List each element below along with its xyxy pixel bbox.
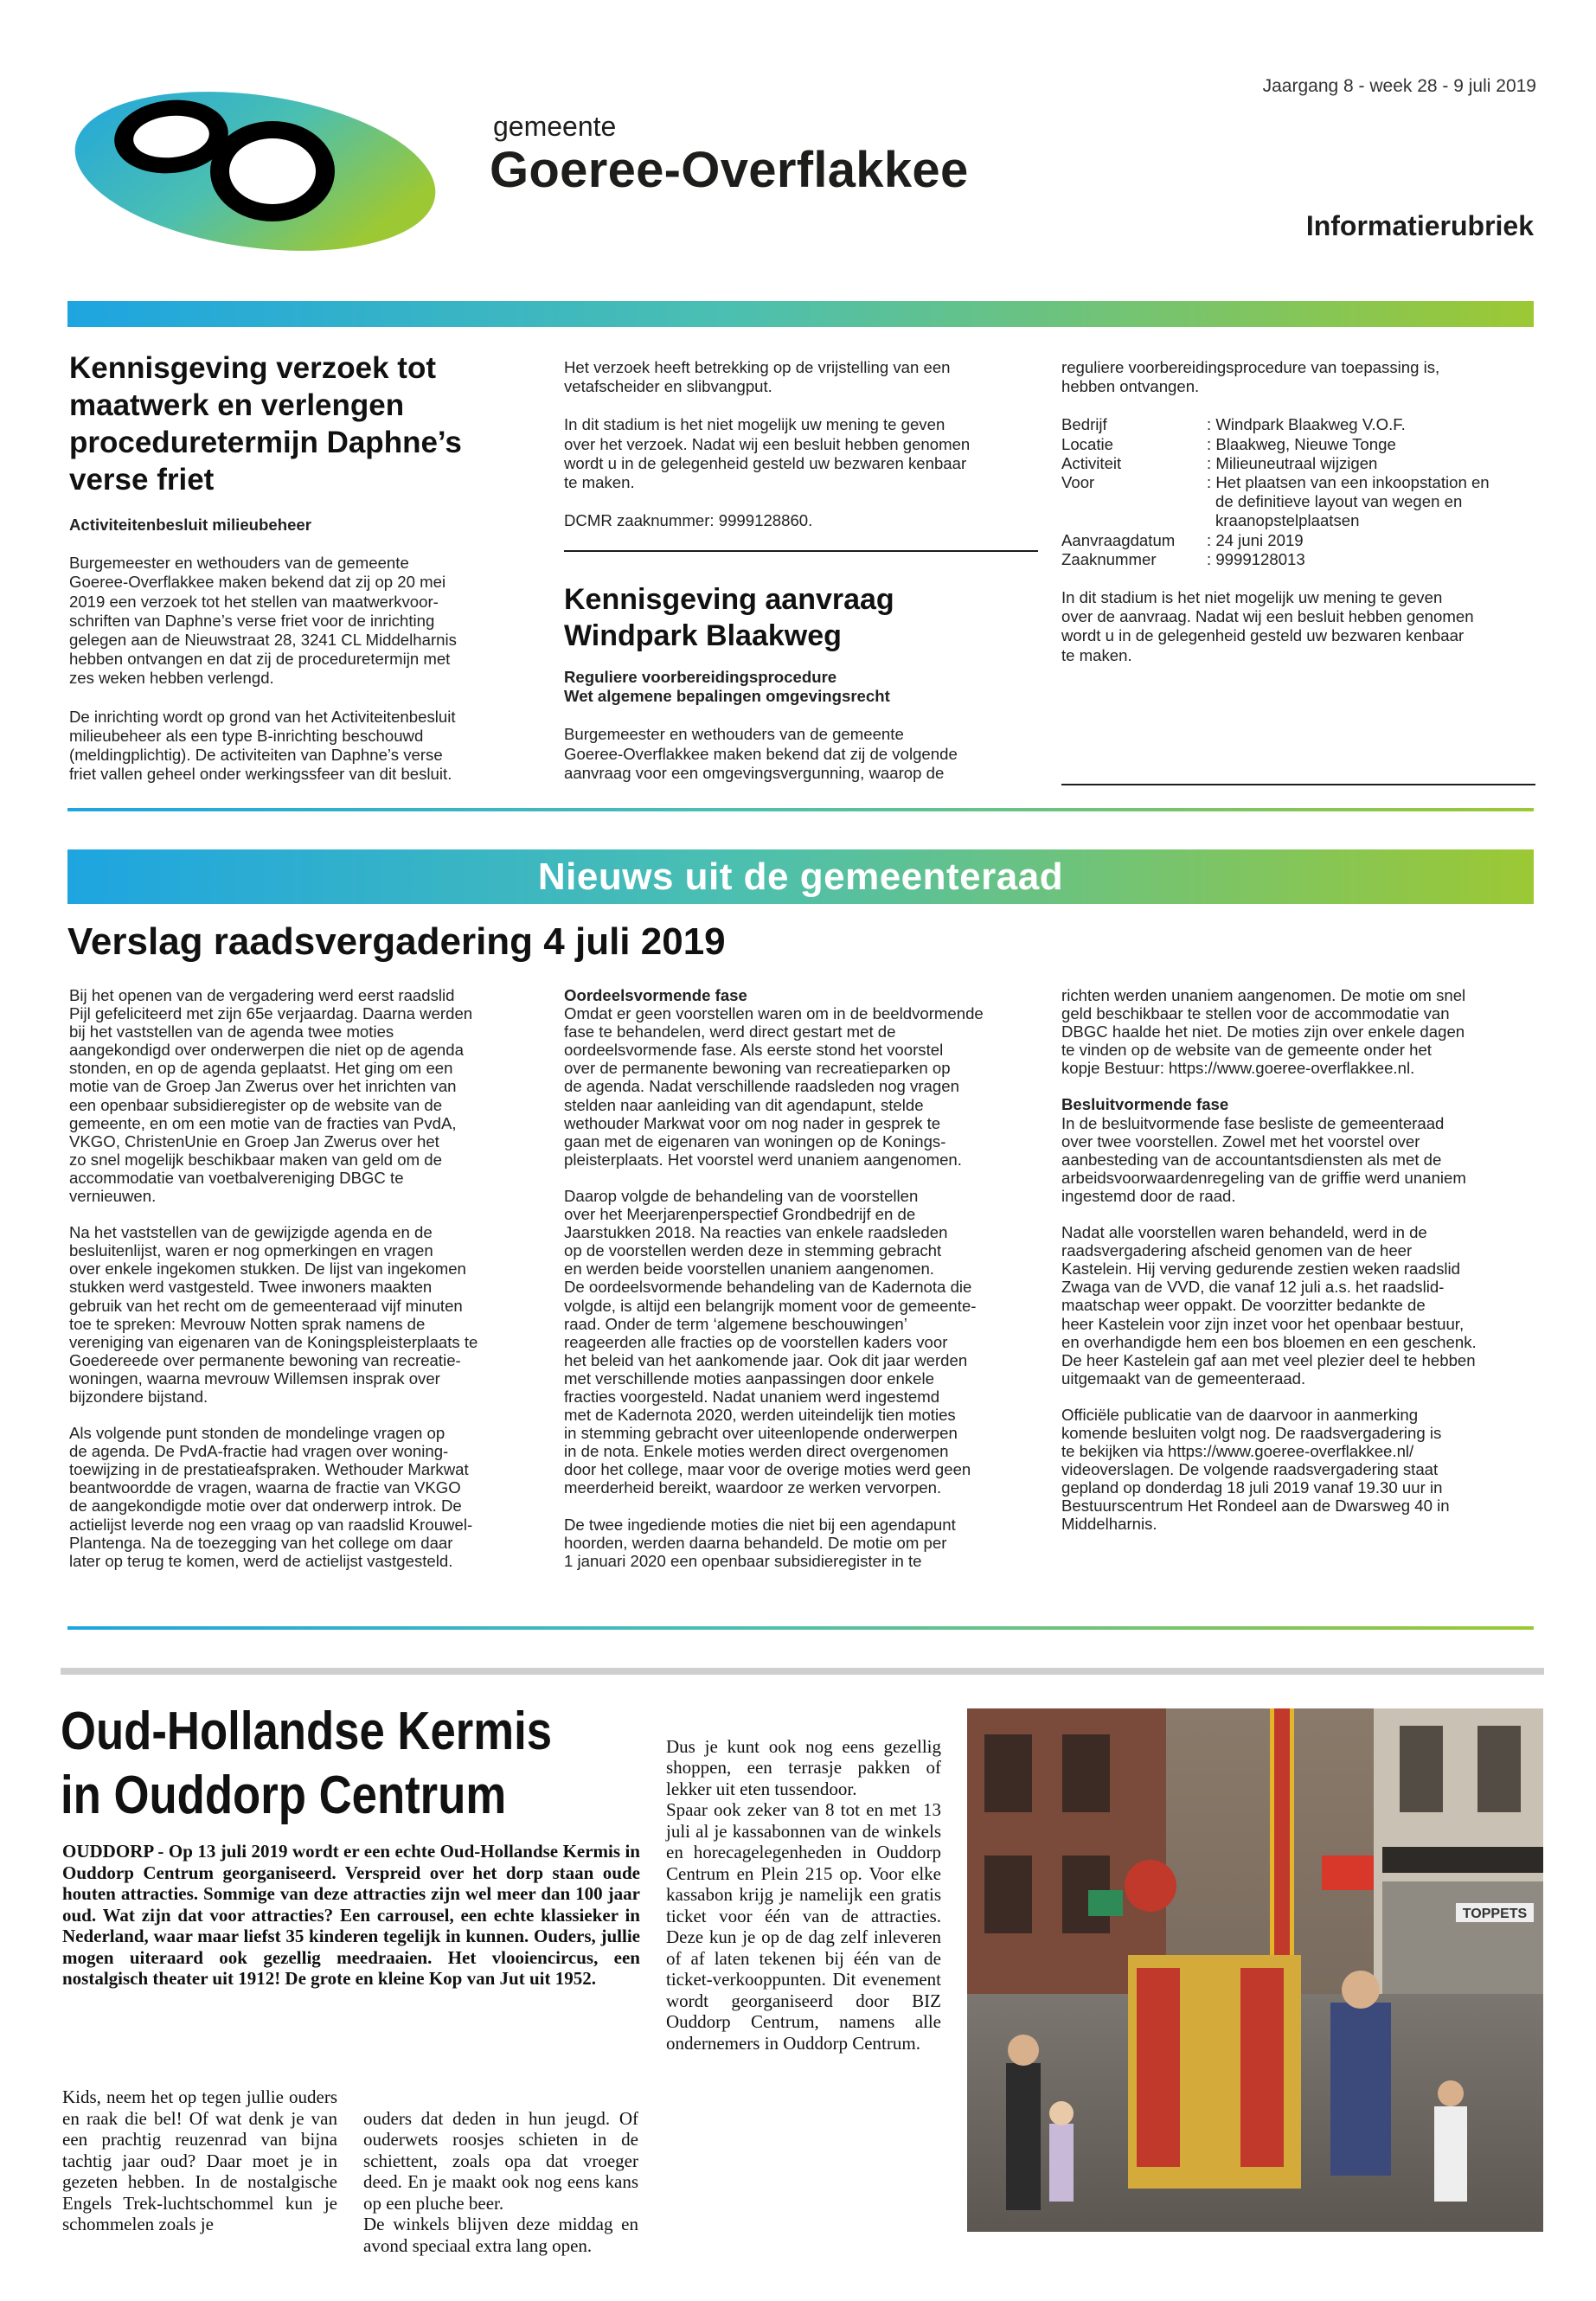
council-column-3 [1061, 986, 1542, 1552]
paragraph: Officiële publicatie van de daarvoor in aanmerking komende besluiten volgt nog. De raadsvergadering is te bekijken via https://www.goeree-overflakkee.nl/ videoverslagen. De volgende raadsvergadering staat gepland op donderdag 18 juli 2019 vanaf 19.30 uur in Bestuurscentrum Het Rondeel aan de Dwarsweg 40 in Middelharnis. [1061, 1405, 1450, 1534]
header-gradient-bar [67, 301, 1534, 327]
paragraph: Bij het openen van de vergadering werd eerst raadslid Pijl gefeliciteerd met zijn 65e verjaardag. Daarna werden bij het vaststellen van de agenda twee moties aangekondigd over onderwerpen die niet op de agenda stonden, en op de agenda geplaatst. Het ging om een motie van de Groep Jan Zwerus over het inrichten van een openbaar subsidieregister op de website van de gemeente, en om een motie van de fracties van PvdA, VKGO, ChristenUnie en Groep Jan Zwerus over het zo snel mogelijk beschikbaar maken van geld om de accommodatie van voetbalvereniging DBGC te vernieuwen. [69, 986, 473, 1206]
brand-title: Goeree-Overflakkee [490, 142, 969, 198]
detail-value: : Het plaatsen van een inkoopstation en de definitieve layout van wegen en kraanopstelplaatsen [1207, 473, 1490, 530]
notice-daphne-title: Kennisgeving verzoek tot maatwerk en verlengen proceduretermijn Daphne’s verse friet [69, 351, 462, 497]
notice-windpark [564, 581, 1044, 802]
divider [564, 550, 1038, 552]
paragraph: In dit stadium is het niet mogelijk uw mening te geven over het verzoek. Nadat wij een besluit hebben genomen wordt u in de gelegenheid gesteld uw bezwaren kenbaar te maken. [564, 415, 971, 492]
municipality-logo [69, 76, 450, 258]
detail-label: Bedrijf [1061, 415, 1107, 434]
advertorial-separator [61, 1668, 1544, 1675]
paragraph: Daarop volgde de behandeling van de voorstellen over het Meerjarenperspectief Grondbedrijf en de Jaarstukken 2018. Na reacties van enkele raadsleden op de voorstellen werden deze in stemming gebracht en werden beide voorstellen unaniem aangenomen. De oordeelsvormende behandeling van de Kadernota die volgde, is altijd een belangrijk moment voor de gemeente- raad. Onder de term ‘algemene beschouwingen’ reageerden alle fracties op de voorstellen kaders voor het beleid van het aankomende jaar. Ook dit jaar werden met verschillende moties aanpassingen door enkele fracties voorgesteld. Nadat unaniem werd ingestemd met de Kadernota 2020, werden uiteindelijk tien moties in stemming gebracht over uiteenlopende onderwerpen in de nota. Enkele moties werden direct overgenomen door het college, maar voor de overige moties werd geen meerderheid bereikt, waardoor ze werken vervorpen. [564, 1186, 977, 1497]
section-label: Informatierubriek [1305, 210, 1534, 241]
detail-label: Zaaknummer [1061, 549, 1157, 568]
detail-label: Aanvraagdatum [1061, 530, 1176, 549]
detail-value: : 24 juni 2019 [1207, 530, 1304, 549]
council-banner-title: Nieuws uit de gemeenteraad [537, 856, 1064, 898]
section-gradient-line [67, 1626, 1534, 1630]
detail-label: Voor [1061, 473, 1095, 492]
shop-sign: TOPPETS [1462, 1907, 1528, 1921]
paragraph: Na het vaststellen van de gewijzigde agenda en de besluitenlijst, waren er nog opmerkingen en vragen over enkele ingekomen stukken. De lijst van ingekomen stukken werd vastgesteld. Twee inwoners maakten gebruik van het recht om de gemeenteraad vijf minuten toe te spreken: Mevrouw Notten sprak namens de vereniging van eigenaren van de Koningspleisterplaats te Goedereede over permanente bewoning van recreatie- woningen, waarna mevrouw Willemsen insprak over bijzondere bijstand. [69, 1223, 478, 1406]
section-gradient-line [67, 808, 1534, 811]
detail-label: Activiteit [1061, 453, 1122, 472]
notice-windpark-title: Kennisgeving aanvraag Windpark Blaakweg [564, 583, 894, 652]
detail-value: : Windpark Blaakweg V.O.F. [1207, 415, 1406, 434]
notice-column-2 [564, 358, 1044, 549]
council-report-title: Verslag raadsvergadering 4 juli 2019 [67, 920, 726, 963]
detail-value: : Blaakweg, Nieuwe Tonge [1207, 434, 1396, 453]
notice-column-3 [1061, 358, 1542, 684]
kermis-body-col3: Dus je kunt ook nog eens gezellig shoppen, een terrasje pakken of lekker uit eten tussendoor. Spaar ook zeker van 8 tot en met 13 juli al je kassabonnen van de winkels en horecagelegenheden in Ouddorp Centrum en Plein 215 op. Voor elke kassabon krijg je namelijk een gratis ticket voor één van de attracties. Deze kun je op de dag zelf inleveren of af laten tekenen bij één van de ticket-verkooppunten. Dit evenement wordt georganiseerd door BIZ Ouddorp Centrum, namens alle ondernemers in Ouddorp Centrum. [666, 1735, 941, 2054]
paragraph: In dit stadium is het niet mogelijk uw mening te geven over de aanvraag. Nadat wij een besluit hebben genomen wordt u in de gelegenheid gesteld uw bezwaren kenbaar te maken. [1061, 588, 1474, 664]
brand-small: gemeente [493, 111, 617, 142]
paragraph: De inrichting wordt op grond van het Activiteitenbesluit milieubeheer als een type B-inrichting beschouwd (meldingplichtig). De activiteiten van Daphne’s verse friet vallen geheel onder werkingssfeer van dit besluit. [69, 707, 456, 784]
application-details [1061, 415, 1542, 569]
section-heading: Oordeelsvormende fase [564, 986, 747, 1004]
notice-daphne-subtitle: Activiteitenbesluit milieubeheer [69, 516, 312, 534]
detail-value: : Milieuneutraal wijzigen [1207, 453, 1378, 472]
kermis-body-col1: Kids, neem het op tegen jullie ouders en raak die bel! Of wat denk je van een prachtig reuzenrad van bijna tachtig jaar oud? Daar moet je in gezeten hebben. In de nostalgische Engels Trek-luchtschommel kun je schommelen zoals je [62, 2086, 337, 2234]
kermis-photo [967, 1708, 1543, 2232]
paragraph: Burgemeester en wethouders van de gemeente Goeree-Overflakkee maken bekend dat zij op 20 mei 2019 een verzoek tot het stellen van maatwerkvoor- schriften van Daphne’s verse friet voor de inrichting gelegen aan de Nieuwstraat 28, 3241 CL Middelharnis hebben ontvangen en dat zij de proceduretermijn met zes weken hebben verlengd. [69, 554, 457, 688]
detail-label: Locatie [1061, 434, 1113, 453]
council-column-1 [69, 986, 549, 1588]
paragraph: In de besluitvormende fase besliste de gemeenteraad over twee voorstellen. Zowel met het voorstel over aanbesteding van de accountantsdiensten als met de arbeidsvoorwaardenregeling van de griffie werd unaniem ingestemd door de raad. [1061, 1113, 1466, 1205]
paragraph: Omdat er geen voorstellen waren om in de beeldvormende fase te behandelen, werd direct gestart met de oordeelsvormende fase. Als eerste stond het voorstel over de permanente bewoning van recreatieparken op de agenda. Nadat verschillende raadsleden nog vragen stelden naar aanleiding van dit agendapunt, stelde wethouder Markwat voor om nog nader in gesprek te gaan met de eigenaren van woningen op de Konings- pleisterplaats. Het voorstel werd unaniem aangenomen. [564, 1004, 984, 1169]
issue-info: Jaargang 8 - week 28 - 9 juli 2019 [1262, 76, 1536, 96]
paragraph: reguliere voorbereidingsprocedure van toepassing is, hebben ontvangen. [1061, 358, 1440, 396]
kermis-body-col2: ouders dat deden in hun jeugd. Of ouderwets roosjes schieten in de schiettent, zoals opa dat vroeger deed. En je maakt ook nog eens kans op een pluche beer. De winkels blijven deze middag en avond speciaal extra lang open. [363, 2107, 638, 2256]
divider [1061, 784, 1535, 785]
notice-windpark-subtitle: Reguliere voorbereidingsprocedure Wet algemene bepalingen omgevingsrecht [564, 668, 890, 706]
section-heading: Besluitvormende fase [1061, 1095, 1229, 1114]
paragraph: Als volgende punt stonden de mondelinge vragen op de agenda. De PvdA-fractie had vragen over woning- toewijzing in de prestatieafspraken. Wethouder Markwat beantwoordde de vragen, waarna de fractie van VKGO de aangekondigde motie over dat onderwerp introk. De actielijst leverde nog een vraag op van raadslid Krouwel- Plantenga. Na de toezegging van het college om daar later op terug te komen, werd de actielijst vastgesteld. [69, 1424, 473, 1570]
kermis-lead: OUDDORP - Op 13 juli 2019 wordt er een echte Oud-Hollandse Kermis in Ouddorp Centrum georganiseerd. Verspreid over het dorp staan oude houten attracties. Sommige van deze attracties zijn wel meer dan 100 jaar oud. Wat zijn dat voor attracties? Een carrousel, een echte klassieker in Nederland, waar maar liefst 35 kinderen tegelijk in kunnen. Ouders, jullie mogen uiteraard ook gezellig meedraaien. Het vlooiencircus, een nostalgisch theater uit 1912! De grote en kleine Kop van Jut uit 1952. [62, 1841, 640, 1989]
paragraph: richten werden unaniem aangenomen. De motie om snel geld beschikbaar te stellen voor de accommodatie van DBGC haalde het niet. De moties zijn over enkele dagen te vinden op de website van de gemeente onder het kopje Bestuur: https://www.goeree-overflakkee.nl. [1061, 986, 1466, 1078]
paragraph: Het verzoek heeft betrekking op de vrijstelling van een vetafscheider en slibvangput. [564, 358, 951, 396]
paragraph: Burgemeester en wethouders van de gemeente Goeree-Overflakkee maken bekend dat zij de volgende aanvraag voor een omgevingsvergunning, waarop de [564, 725, 958, 782]
detail-value: : 9999128013 [1207, 549, 1305, 568]
kermis-title: Oud-Hollandse Kermis in Ouddorp Centrum [61, 1702, 553, 1825]
paragraph: De twee ingediende moties die niet bij een agendapunt hoorden, werden daarna behandeld. De motie om per 1 januari 2020 een openbaar subsidieregister in te [564, 1515, 956, 1570]
paragraph: Nadat alle voorstellen waren behandeld, werd in de raadsvergadering afscheid genomen van de heer Kastelein. Hij verving gedurende zestien weken raadslid Zwaga van de VVD, die vanaf 12 juli a.s. het raadslid- maatschap weer oppakt. De voorzitter bedankte de heer Kastelein voor zijn inzet voor het openbaar bestuur, en overhandigde hem een bos bloemen en een geschenk. De heer Kastelein gaf aan met veel plezier deel te hebben uitgemaakt van de gemeenteraad. [1061, 1223, 1477, 1388]
notice-daphne [69, 349, 536, 803]
council-column-2 [564, 986, 1044, 1588]
dcmr-number: DCMR zaaknummer: 9999128860. [564, 511, 813, 530]
